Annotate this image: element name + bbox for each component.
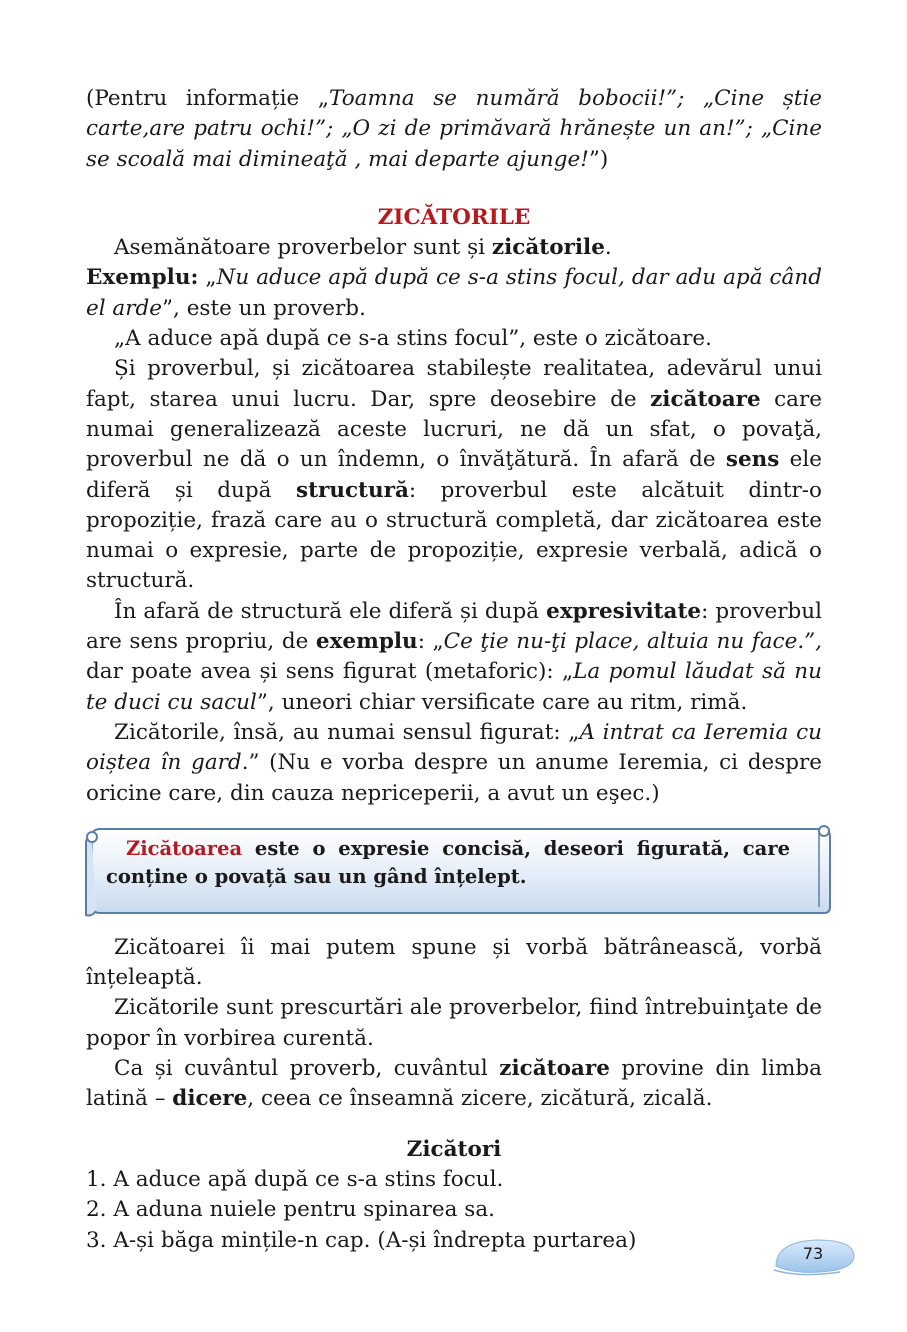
list-item: 2. A aduna nuiele pentru spinarea sa. (86, 1197, 495, 1223)
paragraph-origin: Ca și cuvântul proverb, cuvântul zicătoare provine din limba latină – dicere, ceea ce înseamnă zicere, zicătură, zicală. (86, 1056, 822, 1112)
page-number: 73 (802, 1244, 824, 1263)
section-title-zicatorile: ZICĂTORILE (377, 204, 531, 230)
example-label: Exemplu: (86, 265, 199, 291)
intro-paragraph: (Pentru informație „Toamna se numără bobocii!”; „Cine știe carte,are patru ochi!”; „O zi de primăvară hrănește un an!”; „Cine se scoală mai dimineaţă , mai departe ajunge!”) (86, 86, 822, 172)
paragraph-expressivity: În afară de structură ele diferă și după expresivitate: proverbul are sens propriu, de exemplu: „Ce ţie nu-ţi place, altuia nu face.”, dar poate avea și sens figurat (metaforic): „La pomul lăudat să nu te duci cu sacul”, uneori chiar versificate care au ritm, rimă. (86, 598, 822, 715)
page-content (86, 84, 822, 1256)
definition-text: Zicătoarea este o expresie concisă, deseori figurată, care conține o povață sau un gând înțelept. (106, 836, 790, 888)
paragraph-differences: Și proverbul, și zicătoarea stabilește realitatea, adevărul unui fapt, starea unui lucru. Dar, spre deosebire de zicătoare care numai generalizează aceste lucruri, ne dă un sfat, o povaţă, proverbul ne dă o un îndemn, o învăţătură. În afară de sens ele diferă și după structură: proverbul este alcătuit dintr-o propoziție, frază care au o structură completă, dar zicătoarea este numai o expresie, parte de propoziție, expresie verbală, adică o structură. (86, 356, 822, 594)
paragraph-also-called: Zicătoarei îi mai putem spune și vorbă bătrânească, vorbă înțeleaptă. (86, 934, 822, 991)
intro-proverbs: Toamna se numără bobocii!”; „Cine știe carte,are patru ochi!”; „O zi de primăvară hrănește un an!”; „Cine se scoală mai dimineaţă , mai departe ajunge! (86, 86, 822, 172)
sayings-list (86, 1165, 822, 1256)
paragraph-similar: Asemănătoare proverbelor sunt și zicătorile. (114, 235, 612, 261)
paragraph-saying: „A aduce apă după ce s-a stins focul”, este o zicătoare. (114, 326, 712, 352)
paragraph-example: Exemplu: „Nu aduce apă după ce s-a stins focul, dar adu apă când el arde”, este un proverb. (86, 265, 822, 321)
paragraph-figurative: Zicătorile, însă, au numai sensul figurat: „A intrat ca Ieremia cu oiștea în gard.” (Nu e vorba despre un anume Ieremia, ci despre oricine care, din cauza nepriceperii, a avut un eşec.) (86, 719, 822, 806)
paragraph-shortenings: Zicătorile sunt prescurtări ale proverbelor, fiind întrebuinţate de popor în vorbirea curentă. (86, 995, 822, 1051)
page-number-badge (770, 1236, 856, 1280)
list-title-zicatori: Zicători (406, 1136, 502, 1162)
list-item: 1. A aduce apă după ce s-a stins focul. (86, 1166, 504, 1192)
definition-term: Zicătoarea (126, 836, 243, 860)
list-item: 3. A-și băga mințile-n cap. (A-și îndrepta purtarea) (86, 1227, 637, 1253)
definition-scroll-box (82, 823, 834, 919)
